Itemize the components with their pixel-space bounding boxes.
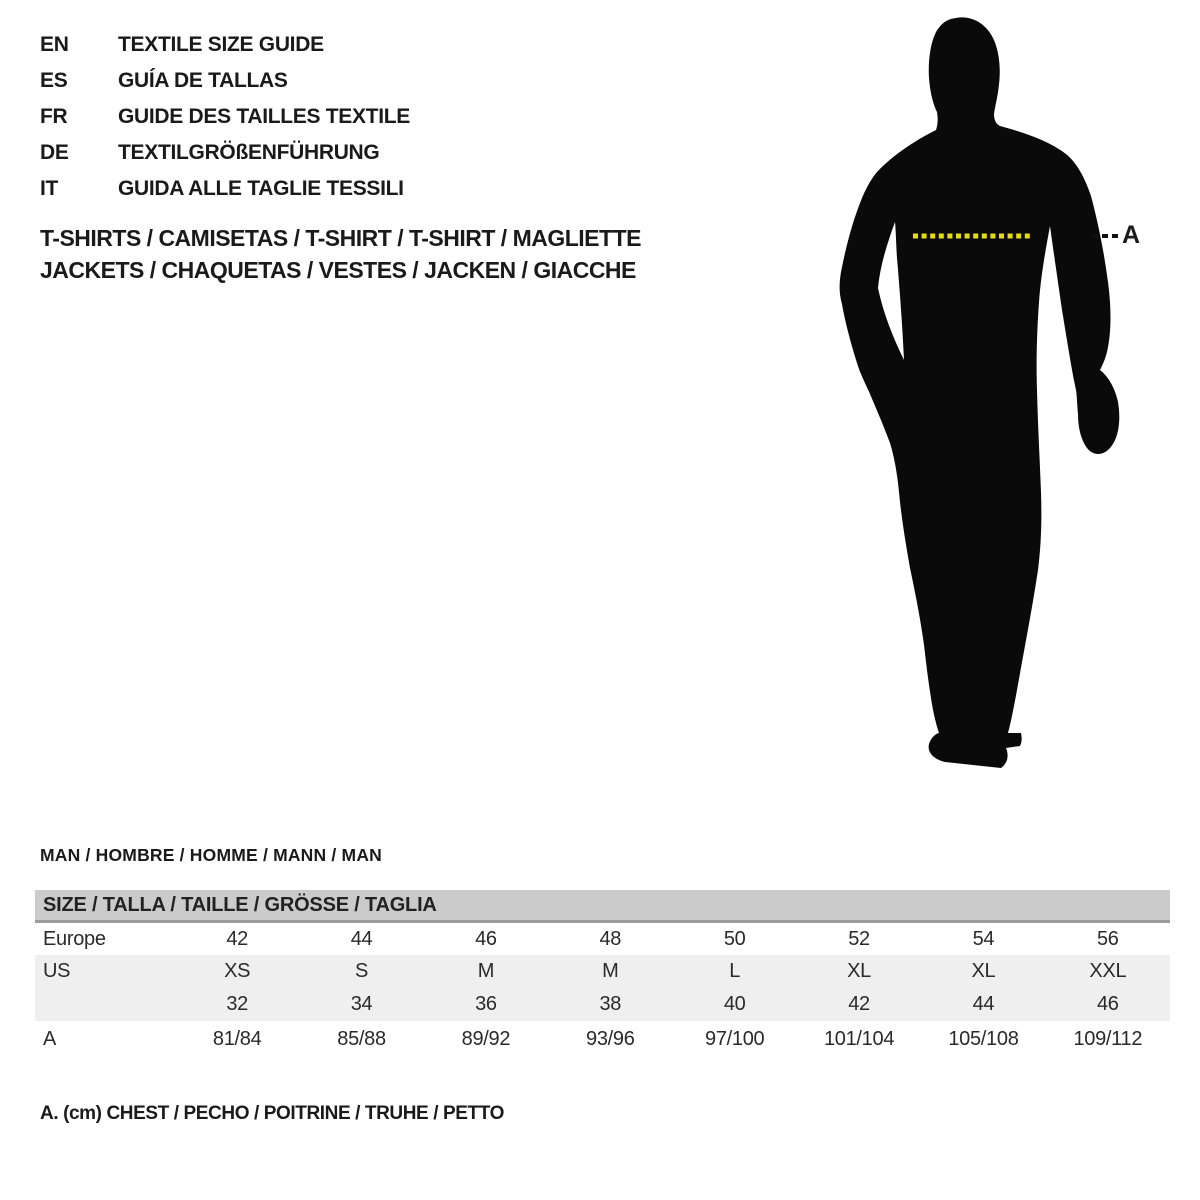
size-value: XL [971,960,996,982]
size-value: 109/112 [1073,1028,1143,1050]
size-value: 48 [599,928,622,950]
size-value: S [355,960,369,982]
guide-title: TEXTILE SIZE GUIDE [118,33,324,56]
size-value: 93/96 [586,1028,635,1050]
table-row-europe [35,923,1170,955]
size-value: 81/84 [212,1028,262,1050]
size-value: 44 [350,928,373,950]
size-value: 101/104 [823,1028,895,1050]
size-value: 105/108 [948,1028,1019,1050]
size-value: 52 [848,928,870,950]
guide-title: TEXTILGRÖßENFÜHRUNG [118,141,380,164]
size-value: 46 [475,928,497,950]
size-value: 85/88 [337,1028,386,1050]
lang-code: DE [40,141,69,164]
size-value: 56 [1096,928,1119,950]
size-value: 97/100 [705,1028,765,1050]
body-silhouette-path [840,17,1120,768]
table-shaded-band [35,955,1170,1021]
size-value: 50 [723,928,746,950]
size-value: 38 [599,993,622,1015]
size-value: 89/92 [461,1028,511,1050]
man-silhouette-svg [830,5,1130,780]
size-value: M [602,960,619,982]
size-value: L [729,960,741,982]
size-value: 40 [723,993,746,1015]
size-value: 42 [848,993,870,1015]
row-label: A [43,1028,57,1050]
lang-code: IT [40,177,59,200]
size-value: 34 [350,993,373,1015]
measurement-footnote: A. (cm) CHEST / PECHO / POITRINE / TRUHE / PETTO [40,1103,504,1124]
guide-title: GUIDA ALLE TAGLIE TESSILI [118,177,404,200]
size-value: 46 [1096,993,1119,1015]
row-label: Europe [43,928,106,950]
lang-code: EN [40,33,69,56]
size-value: 54 [972,928,995,950]
measure-label-a: A [1122,221,1141,249]
size-value: M [477,960,495,982]
size-value: XL [847,960,871,982]
size-value: 36 [475,993,497,1015]
size-value: 44 [972,993,995,1015]
guide-title: GUÍA DE TALLAS [118,69,288,92]
lang-code: FR [40,105,68,128]
size-table-header: SIZE / TALLA / TAILLE / GRÖSSE / TAGLIA [35,890,1170,923]
table-row-chest-cm [35,1021,1170,1057]
size-value: 42 [226,928,249,950]
size-value: XXL [1089,960,1127,982]
table-row-us [35,955,1170,988]
row-label: US [43,960,71,982]
size-value: 32 [226,993,249,1015]
category-line-jackets: JACKETS / CHAQUETAS / VESTES / JACKEN / GIACCHE [40,257,636,283]
size-value: XS [224,960,251,982]
section-title-man: MAN / HOMBRE / HOMME / MANN / MAN [40,845,382,865]
lang-code: ES [40,69,68,92]
row-label [35,988,175,1021]
table-row-numeric-us [35,988,1170,1021]
category-line-tshirts: T-SHIRTS / CAMISETAS / T-SHIRT / T-SHIRT / MAGLIETTE [40,225,641,251]
guide-title: GUIDE DES TAILLES TEXTILE [118,105,410,128]
size-table [35,890,1170,1057]
